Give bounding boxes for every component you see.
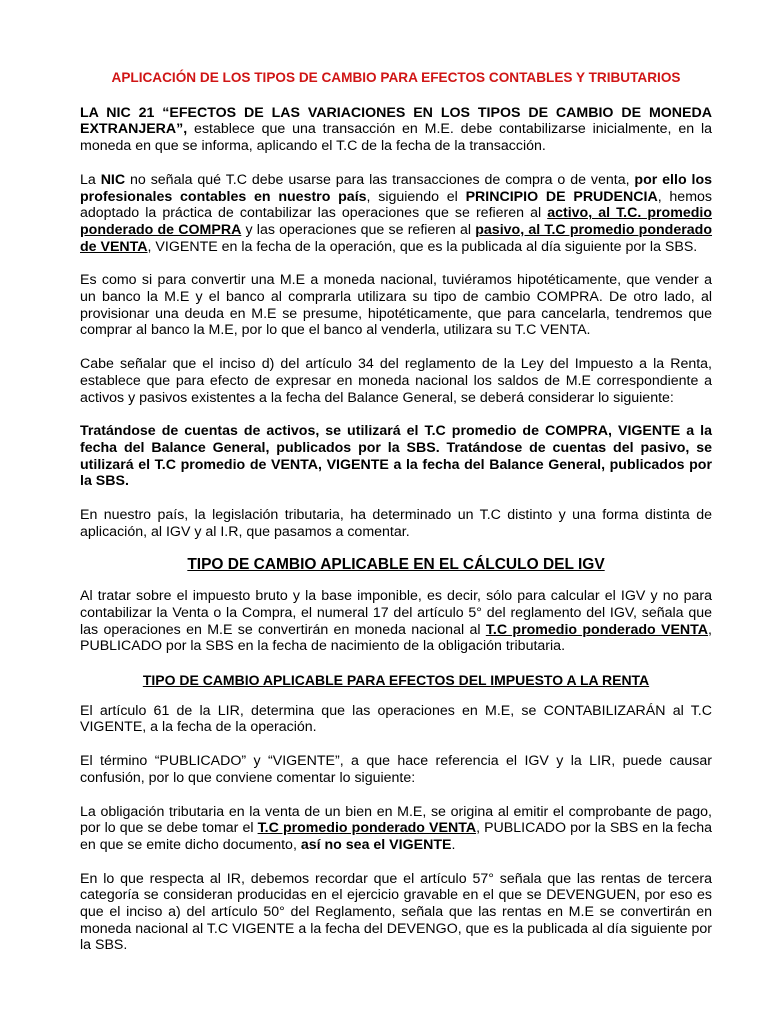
- heading-impuesto-renta: TIPO DE CAMBIO APLICABLE PARA EFECTOS DEL IMPUESTO A LA RENTA: [142, 671, 650, 688]
- paragraph-example: Es como si para convertir una M.E a moneda nacional, tuviéramos hipotéticamente, que vender a un banco la M.E y el banco al comprarla utilizara su tipo de cambio COMPRA. De otro lado, al provisionar una deuda en M.E se presume, hipotéticamente, que para cancelarla, tendremos que comprar al banco la M.E, por lo que el banco al venderla, utilizara su T.C VENTA.: [80, 272, 712, 339]
- bold-underlined-text: activo, al T.C. promedio ponderado de COMPRA: [80, 205, 712, 238]
- bold-underlined-text: T.C promedio ponderado VENTA: [485, 621, 709, 638]
- bold-text: PRINCIPIO DE PRUDENCIA: [465, 188, 658, 205]
- paragraph-text: , PUBLICADO por la SBS en la fecha en que se emite dicho documento,: [80, 820, 712, 853]
- paragraph-text: La: [80, 171, 101, 188]
- paragraph-obligacion: [80, 804, 712, 854]
- bold-text: así no sea el VIGENTE: [300, 836, 452, 853]
- paragraph-igv: [80, 588, 712, 655]
- paragraph-terminos: El término “PUBLICADO” y “VIGENTE”, a que hace referencia el IGV y la LIR, puede causar confusión, por lo que conviene comentar lo siguiente:: [80, 753, 712, 786]
- bold-text: NIC: [100, 171, 126, 188]
- paragraph-text: .: [451, 836, 456, 853]
- paragraph-reglamento: Cabe señalar que el inciso d) del artículo 34 del reglamento de la Ley del Impuesto a la Renta, establece que para efecto de expresar en moneda nacional los saldos de M.E correspondiente a activos y pasivos existentes a la fecha del Balance General, se deberá considerar lo siguiente:: [80, 356, 712, 406]
- heading-igv: TIPO DE CAMBIO APLICABLE EN EL CÁLCULO DEL IGV: [187, 556, 605, 574]
- paragraph-text: , PUBLICADO por la SBS en la fecha de nacimiento de la obligación tributaria.: [80, 621, 712, 655]
- paragraph-text: y las operaciones que se refieren al: [241, 221, 476, 238]
- paragraph-text: no señala qué T.C debe usarse para las transacciones de compra o de venta,: [125, 171, 635, 188]
- bold-underlined-text: T.C promedio ponderado VENTA: [257, 820, 477, 837]
- paragraph-text: , VIGENTE en la fecha de la operación, que es la publicada al día siguiente por la SBS.: [147, 238, 698, 255]
- paragraph-text: , siguiendo el: [366, 188, 466, 205]
- paragraph-text: , hemos adoptado la práctica de contabilizar las operaciones que se refieren al: [80, 188, 712, 222]
- document-title: APLICACIÓN DE LOS TIPOS DE CAMBIO PARA EFECTOS CONTABLES Y TRIBUTARIOS: [111, 70, 681, 85]
- paragraph-devengo: En lo que respecta al IR, debemos recordar que el artículo 57° señala que las rentas de tercera categoría se consideran producidas en el ejercicio gravable en el que se DEVENGUEN, por eso es que el inciso a) del artículo 50° del Reglamento, señala que las rentas en M.E se convertirán en moneda nacional al T.C VIGENTE a la fecha del DEVENGO, que es la publicada al día siguiente por la SBS.: [80, 870, 712, 954]
- paragraph-text: Al tratar sobre el impuesto bruto y la base imponible, es decir, sólo para calcular el IGV y no para contabilizar la Venta o la Compra, el numeral 17 del artículo 5° del reglamento del IGV, señala que las operaciones en M.E se convertirán en moneda nacional al: [80, 588, 712, 638]
- nic21-reference: LA NIC 21 “EFECTOS DE LAS VARIACIONES EN LOS TIPOS DE CAMBIO DE MONEDA EXTRANJERA”,: [80, 104, 712, 138]
- paragraph-nic-practice: [80, 172, 712, 256]
- paragraph-text: establece que una transacción en M.E. debe contabilizarse inicialmente, en la moneda en que se informa, aplicando el T.C de la fecha de la transacción.: [80, 121, 712, 155]
- bold-text: por ello los profesionales contables en nuestro país: [80, 171, 712, 205]
- paragraph-nic21: [80, 105, 712, 155]
- bold-underlined-text: pasivo, al T.C promedio ponderado de VENTA: [80, 221, 712, 255]
- paragraph-legislacion: En nuestro país, la legislación tributaria, ha determinado un T.C distinto y una forma distinta de aplicación, al IGV y al I.R, que pasamos a comentar.: [80, 507, 712, 540]
- paragraph-text: La obligación tributaria en la venta de un bien en M.E, se origina al emitir el comprobante de pago, por lo que se debe tomar el: [80, 803, 712, 837]
- paragraph-balance-rule: Tratándose de cuentas de activos, se utilizará el T.C promedio de COMPRA, VIGENTE a la fecha del Balance General, publicados por la SBS. Tratándose de cuentas del pasivo, se utilizará el T.C promedio de VENTA, VIGENTE a la fecha del Balance General, publicados por la SBS.: [80, 423, 712, 490]
- paragraph-lir: El artículo 61 de la LIR, determina que las operaciones en M.E, se CONTABILIZARÁN al T.C VIGENTE, a la fecha de la operación.: [80, 702, 712, 736]
